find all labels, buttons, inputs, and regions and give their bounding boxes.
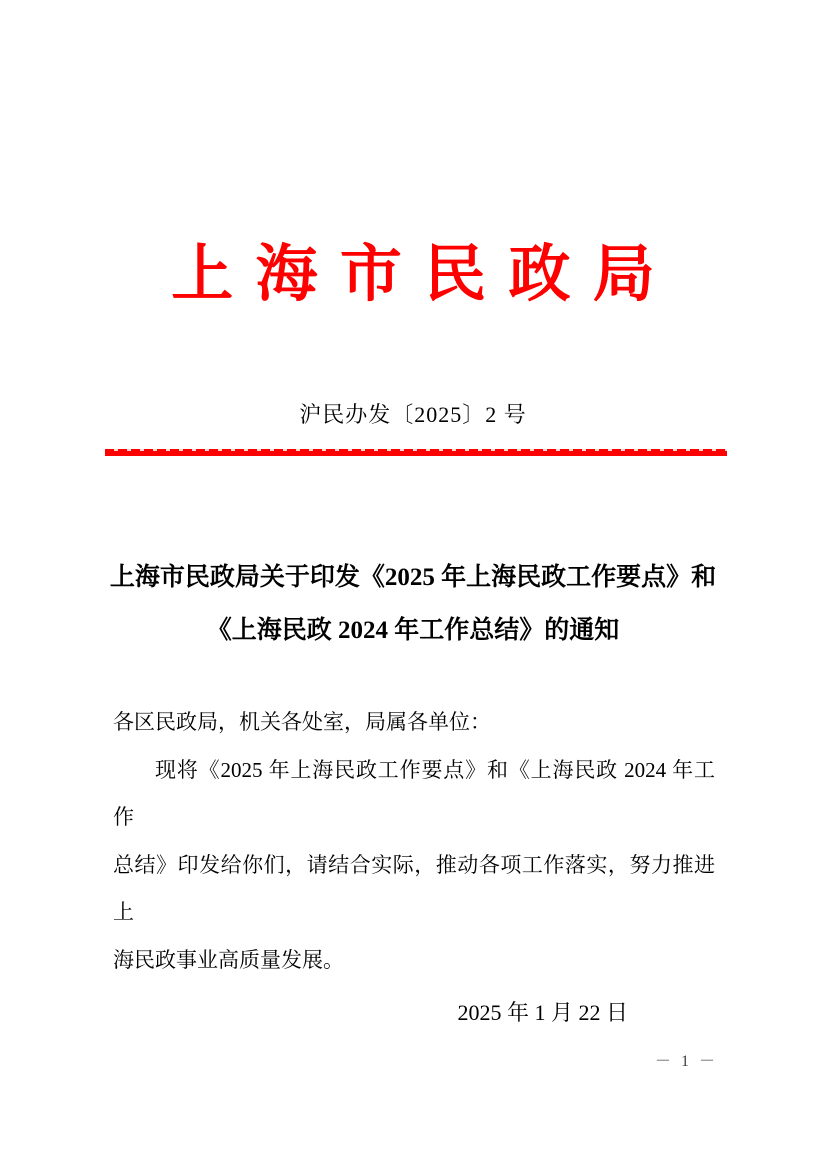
document-date: 2025 年 1 月 22 日 [457, 1000, 628, 1025]
document-reference-number: 沪民办发〔2025〕2 号 [299, 402, 527, 427]
body-paragraph-line: 海民政事业高质量发展。 [113, 947, 344, 972]
page-number: － 1 － [654, 1053, 718, 1070]
red-separator-line [105, 449, 727, 456]
body-paragraph-line: 现将《2025 年上海民政工作要点》和《上海民政 2024 年工作 [113, 757, 715, 829]
salutation-line: 各区民政局，机关各处室，局属各单位： [113, 710, 491, 734]
document-title [60, 551, 766, 657]
document-title-line2: 《上海民政 2024 年工作总结》的通知 [206, 617, 620, 644]
body-paragraph-line: 总结》印发给你们，请结合实际，推动各项工作落实，努力推进上 [113, 852, 715, 924]
document-title-line1: 上海市民政局关于印发《2025 年上海民政工作要点》和 [109, 564, 717, 591]
agency-header-title: 上海市民政局 [171, 241, 678, 309]
document-body [113, 699, 715, 984]
